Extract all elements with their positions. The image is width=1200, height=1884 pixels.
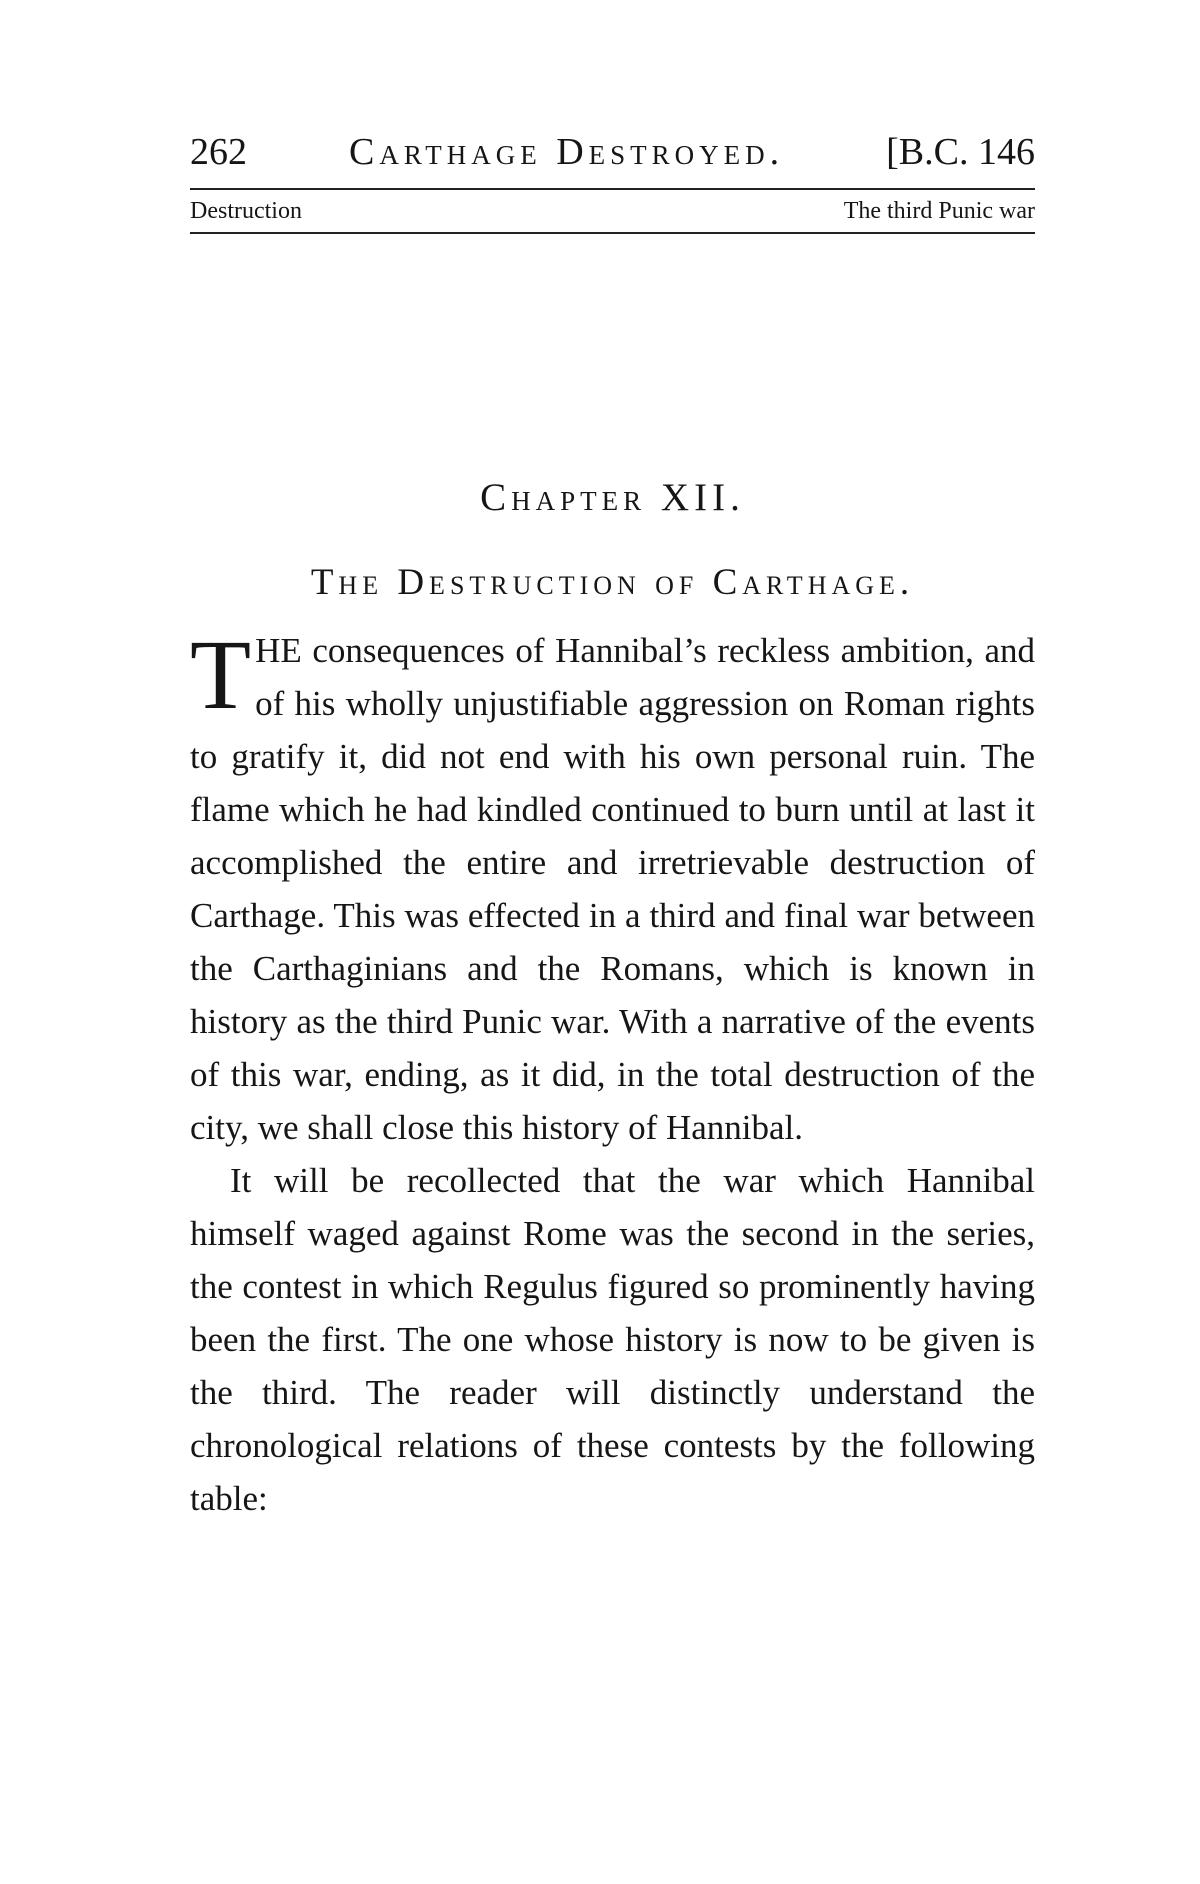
side-note-left: Destruction xyxy=(190,198,302,224)
side-note-right: The third Punic war xyxy=(843,198,1035,224)
drop-cap: T xyxy=(190,619,252,730)
paragraph-1-text: HE consequences of Hannibal’s reckless ambition, and of his wholly unjustifiable aggression on Roman rights to gratify it, did not end with his own personal ruin. The flame which he had kindled continued to burn until at last it accomplished the entire and irretrievable destruction of Carthage. This was effected in a third and final war between the Carthaginians and the Romans, which is known in history as the third Punic war. With a narrative of the events of this war, ending, as it did, in the total destruction of the city, we shall close this history of Hannibal. xyxy=(190,631,1035,1147)
paragraph-1 xyxy=(190,619,1035,1154)
chapter-number: Chapter XII. xyxy=(480,476,745,519)
book-page xyxy=(190,128,1035,1525)
running-title: Carthage Destroyed. xyxy=(348,131,785,173)
paragraph-2: It will be recollected that the war which Hannibal himself waged against Rome was the second in the series, the contest in which Regulus figured so prominently having been the first. The one whose history is now to be given is the third. The reader will distinctly understand the chronological relations of these contests by the following table: xyxy=(190,1161,1035,1518)
header-rule-bottom xyxy=(190,232,1035,234)
running-head xyxy=(190,128,1035,176)
body-text xyxy=(190,619,1035,1525)
chapter-title: The Destruction of Carthage. xyxy=(310,562,915,603)
side-notes xyxy=(190,190,1035,226)
header-date: [B.C. 146 xyxy=(886,131,1035,173)
page-number: 262 xyxy=(190,131,247,173)
